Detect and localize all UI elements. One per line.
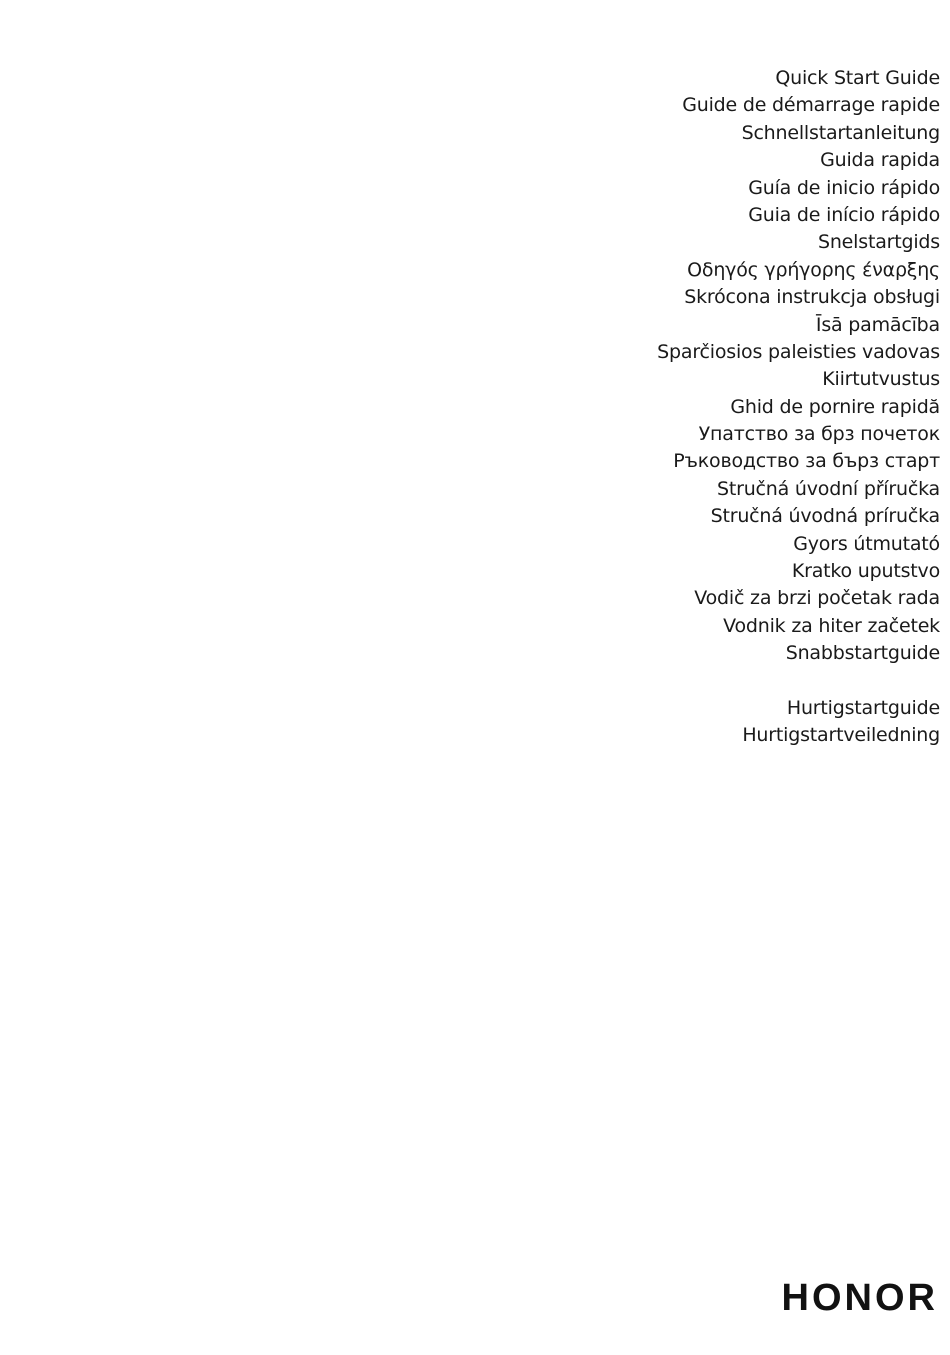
title-czech: Stručná úvodní příručka (716, 477, 940, 500)
title-spanish: Guía de inicio rápido (748, 176, 940, 199)
title-italian: Guida rapida (820, 149, 940, 172)
title-hungarian: Gyors útmutató (793, 532, 940, 555)
title-polish: Skrócona instrukcja obsługi (684, 286, 940, 309)
title-english: Quick Start Guide (775, 67, 940, 89)
title-latvian: Īsā pamācība (815, 313, 940, 336)
title-dutch: Snelstartgids (817, 231, 940, 254)
title-german: Schnellstartanleitung (741, 121, 940, 144)
title-slovenian: Vodnik za hiter začetek (723, 614, 940, 637)
title-lithuanian: Sparčiosios paleisties vadovas (657, 340, 940, 363)
title-portuguese: Guia de início rápido (748, 203, 940, 226)
title-estonian: Kiirtutvustus (822, 368, 940, 391)
title-macedonian: Упатство за брз почеток (698, 423, 940, 446)
title-slovak: Stručná úvodná príručka (710, 505, 940, 528)
honor-logo: HONOR (781, 1277, 938, 1319)
title-greek: Οδηγός γρήγορης έναρξης (687, 258, 940, 281)
language-title-list (657, 65, 940, 750)
title-romanian: Ghid de pornire rapidă (730, 395, 940, 418)
title-serbian: Kratko uputstvo (791, 560, 940, 583)
title-danish: Hurtigstartguide (786, 696, 940, 719)
title-croatian: Vodič za brzi početak rada (694, 587, 940, 610)
title-bulgarian: Ръководство за бърз старт (673, 450, 940, 473)
title-norwegian: Hurtigstartveiledning (742, 724, 940, 747)
title-french: Guide de démarrage rapide (682, 94, 940, 117)
title-swedish: Snabbstartguide (785, 642, 940, 665)
spacer (657, 668, 940, 695)
